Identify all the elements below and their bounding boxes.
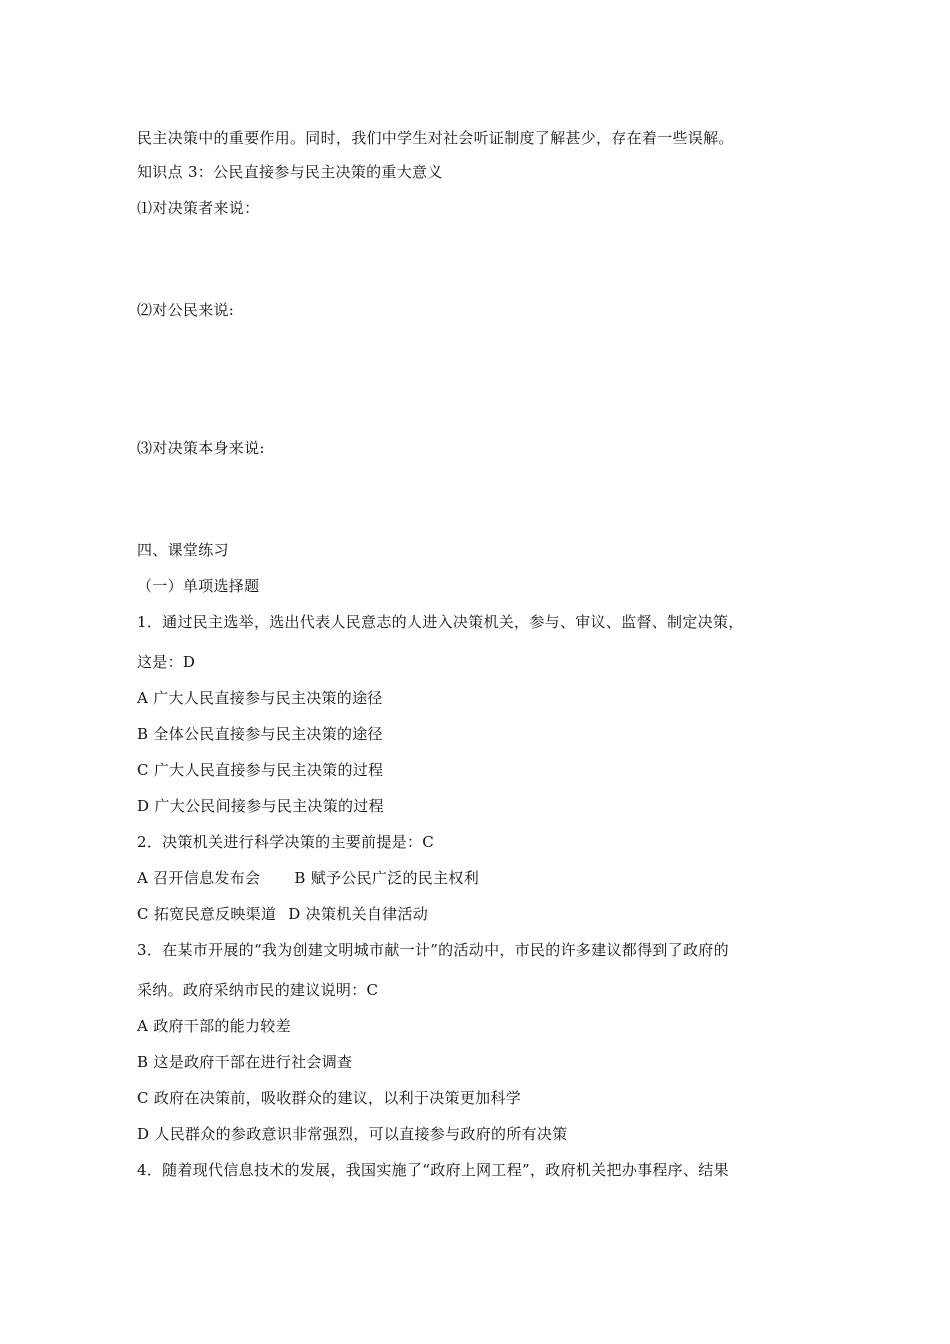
q2-option-a: A 召开信息发布会	[137, 869, 261, 887]
question-1-cont: 这是：D	[137, 653, 196, 671]
knowledge-point-heading: 知识点 3：公民直接参与民主决策的重大意义	[137, 163, 443, 181]
q3-option-c: C 政府在决策前，吸收群众的建议，以利于决策更加科学	[137, 1089, 522, 1107]
q2-option-d: D 决策机关自律活动	[288, 905, 429, 923]
subpoint-1: ⑴对决策者来说：	[137, 199, 260, 217]
q2-option-b: B 赋予公民广泛的民主权利	[294, 869, 480, 887]
q2-option-c: C 拓宽民意反映渠道	[137, 905, 277, 923]
text-line: 民主决策中的重要作用。同时，我们中学生对社会听证制度了解甚少，存在着一些误解。	[137, 129, 734, 147]
q1-option-d: D 广大公民间接参与民主决策的过程	[137, 797, 384, 815]
section-heading: 四、课堂练习	[137, 541, 229, 559]
q1-option-a: A 广大人民直接参与民主决策的途径	[137, 689, 383, 707]
q3-option-b: B 这是政府干部在进行社会调查	[137, 1053, 353, 1071]
q3-option-a: A 政府干部的能力较差	[137, 1017, 291, 1035]
question-3: 3．在某市开展的“我为创建文明城市献一计”的活动中，市民的许多建议都得到了政府的	[137, 941, 729, 959]
question-3-cont: 采纳。政府采纳市民的建议说明：C	[137, 981, 379, 999]
question-1: 1．通过民主选举，选出代表人民意志的人进入决策机关，参与、审议、监督、制定决策，	[137, 613, 744, 631]
q1-option-c: C 广大人民直接参与民主决策的过程	[137, 761, 384, 779]
q2-options-row-2	[137, 904, 428, 924]
q2-options-row-1	[137, 868, 479, 888]
q1-option-b: B 全体公民直接参与民主决策的途径	[137, 725, 383, 743]
subsection-heading: （一）单项选择题	[137, 577, 260, 595]
question-2: 2．决策机关进行科学决策的主要前提是：C	[137, 833, 435, 851]
q3-option-d: D 人民群众的参政意识非常强烈，可以直接参与政府的所有决策	[137, 1125, 568, 1143]
subpoint-3: ⑶对决策本身来说:	[137, 439, 265, 457]
subpoint-2: ⑵对公民来说:	[137, 301, 235, 319]
question-4: 4．随着现代信息技术的发展，我国实施了“政府上网工程”，政府机关把办事程序、结果	[137, 1161, 729, 1179]
